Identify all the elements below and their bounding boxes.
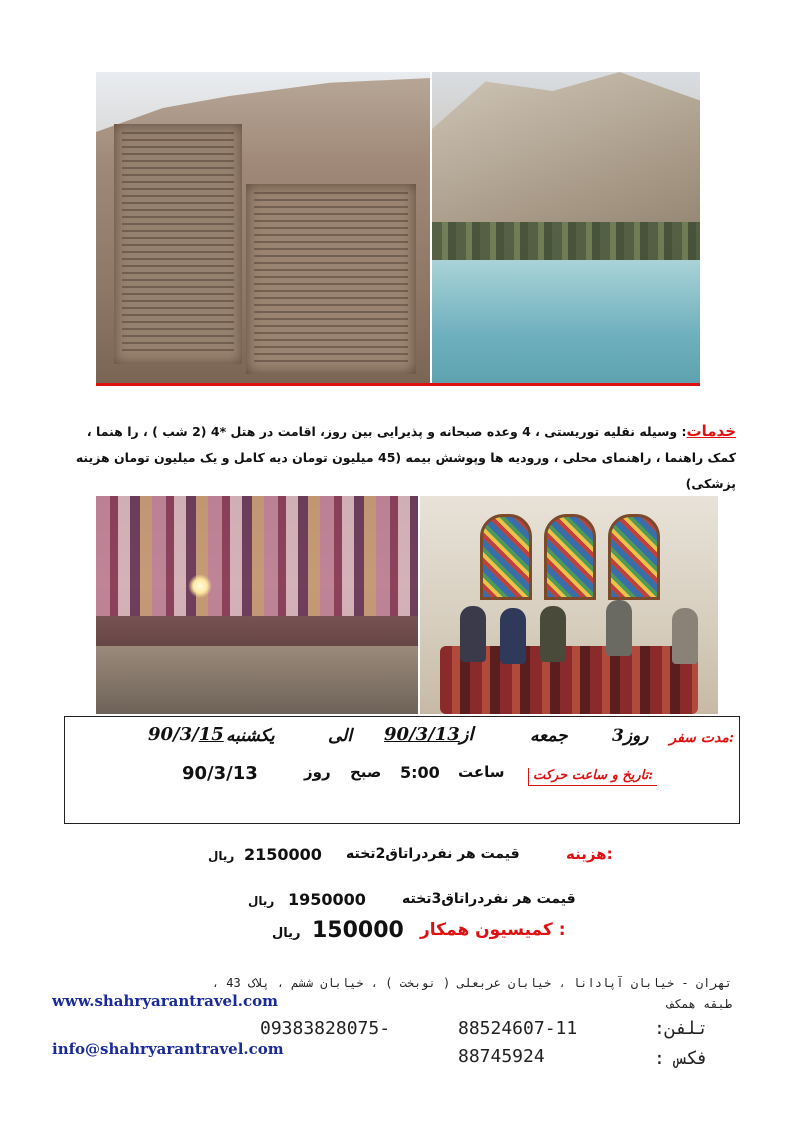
duration-label: مدت سفر: xyxy=(669,730,734,746)
services-line-3: پزشکی) xyxy=(685,476,736,491)
fax-label: فکس : xyxy=(654,1048,709,1069)
duration-days: 3روز xyxy=(612,726,649,746)
price-2-bed-value: 2150000 xyxy=(244,845,322,864)
email-link[interactable]: info@shahryarantravel.com xyxy=(52,1040,284,1058)
from-day: جمعه xyxy=(530,726,568,746)
price-3-bed-currency: ریال xyxy=(248,894,275,908)
services-paragraph xyxy=(75,418,736,497)
to-date xyxy=(148,724,224,745)
departure-time: 5:00 xyxy=(400,763,440,782)
departure-label: تاریخ و ساعت حرکت: xyxy=(528,768,657,786)
from-date-group xyxy=(384,724,473,745)
services-line-1: : وسیله نقلیه توریستی ، 4 وعده صبحانه و پذیرایی بین روز، اقامت در هتل *4 (2 شب ) ، را هنما ، xyxy=(86,424,687,439)
services-label: خدمات xyxy=(686,422,736,440)
to-word: الی xyxy=(328,726,353,746)
to-day: یکشنبه xyxy=(226,726,275,746)
to-date-day: 15 xyxy=(198,724,224,745)
phone-label: تلفن: xyxy=(654,1018,709,1039)
rock-inscription-photo xyxy=(96,72,430,384)
services-line-2: کمک راهنما ، راهنمای محلی ، ورودیه ها وپوشش بیمه (45 میلیون تومان دیه کامل و یک میلیون تومان هزینه xyxy=(75,450,736,465)
departure-date: 90/3/13 xyxy=(182,763,258,784)
price-3-bed-value: 1950000 xyxy=(288,890,366,909)
museum-interior-photo xyxy=(420,496,718,714)
time-word: ساعت xyxy=(458,763,505,781)
price-2-bed-text: قیمت هر نفردراتاق2تخته xyxy=(346,846,520,862)
commission-label: کمیسیون همکار : xyxy=(420,920,566,940)
commission-value: 150000 xyxy=(312,918,404,943)
cost-label: هزینه: xyxy=(566,845,613,863)
bazaar-photo xyxy=(96,496,418,714)
address-line-1: تهران - خیابان آپادانا ، خیابان عربعلی ( نوبخت ) ، خیابان ششم ، پلاک 43 ، xyxy=(211,976,732,990)
day-word: روز xyxy=(304,763,331,781)
phone-number-2: 09383828075- xyxy=(260,1018,391,1039)
price-3-bed-text: قیمت هر نفردراتاق3تخته xyxy=(402,891,576,907)
to-date-prefix: 90/3/ xyxy=(148,724,199,745)
morning-word: صبح xyxy=(350,763,382,781)
from-date: 90/3/13 xyxy=(384,724,460,745)
commission-currency: ریال xyxy=(272,926,301,941)
from-word: از xyxy=(459,724,474,745)
price-2-bed-currency: ریال xyxy=(208,849,235,863)
phone-number-1: 88524607-11 xyxy=(458,1018,578,1039)
fax-number: 88745924 xyxy=(458,1046,545,1067)
red-divider xyxy=(96,383,700,386)
lake-mountain-photo xyxy=(432,72,700,384)
website-link[interactable]: www.shahryarantravel.com xyxy=(52,992,279,1010)
address-line-2: طبقه همکف xyxy=(666,997,732,1011)
